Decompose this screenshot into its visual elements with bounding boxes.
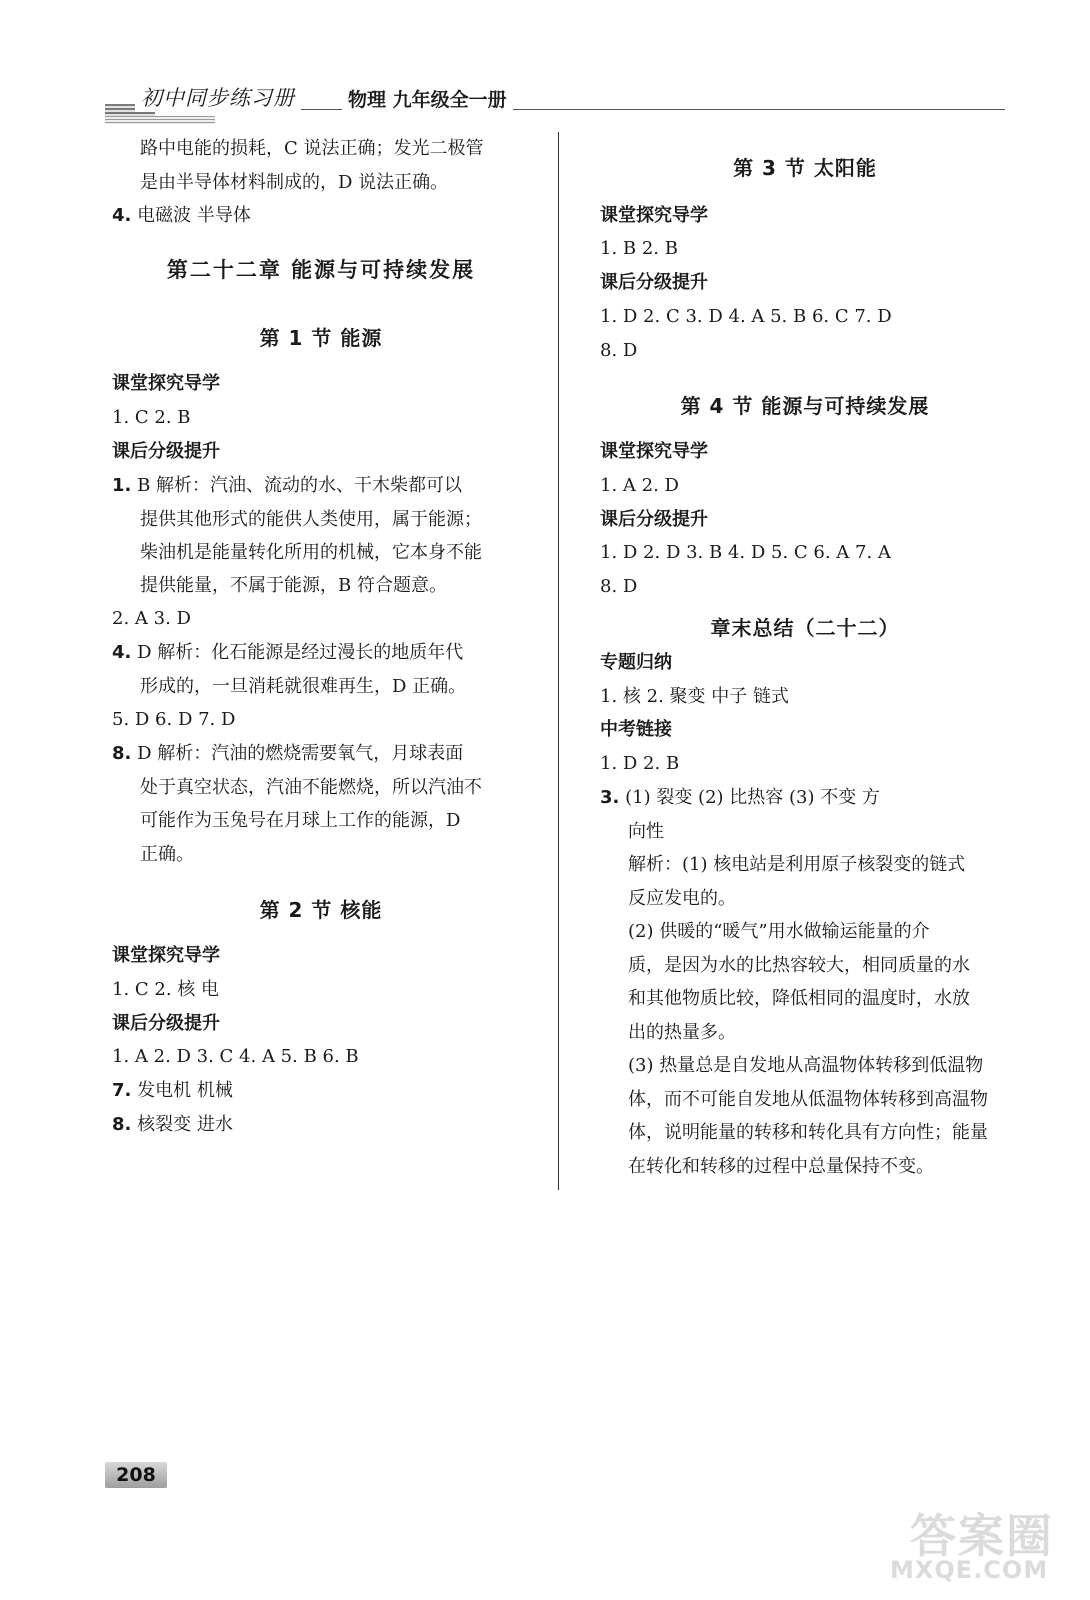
answer-line: 8. D — [600, 576, 638, 597]
answer-line: 1. D 2. C 3. D 4. A 5. B 6. C 7. D — [600, 306, 892, 327]
answer-number: 7. — [112, 1080, 132, 1101]
answer-number: 8. — [112, 743, 132, 764]
answer-item-4 — [112, 204, 251, 228]
answer-text-line: 提供能量，不属于能源，B 符合题意。 — [140, 575, 447, 596]
continued-text-line: 是由半导体材料制成的，D 说法正确。 — [140, 172, 449, 193]
answer-text: 电磁波 半导体 — [137, 205, 251, 226]
answer-text-line: 向性 — [628, 821, 664, 842]
header-stripe-decoration-lower — [105, 116, 215, 124]
answer-text-line: 体，说明能量的转移和转化具有方向性；能量 — [628, 1122, 988, 1143]
subsection-label: 专题归纳 — [600, 652, 672, 673]
answer-text: D 解析：汽油的燃烧需要氧气，月球表面 — [137, 743, 464, 764]
subsection-label: 中考链接 — [600, 719, 672, 740]
answer-number: 1. — [112, 475, 132, 496]
answer-item-8 — [112, 742, 463, 766]
answer-line: 8. D — [600, 340, 638, 361]
answer-text-line: 处于真空状态，汽油不能燃烧，所以汽油不 — [140, 777, 482, 798]
section-title-1: 第 1 节 能源 — [259, 326, 383, 350]
answer-item-3 — [600, 786, 880, 810]
answer-text-line: 在转化和转移的过程中总量保持不变。 — [628, 1156, 934, 1177]
answer-line: 1. B 2. B — [600, 238, 678, 259]
section-title-3: 第 3 节 太阳能 — [733, 156, 877, 180]
answer-text-line: 出的热量多。 — [628, 1022, 736, 1043]
answer-item-1 — [112, 474, 462, 498]
section-title-4: 第 4 节 能源与可持续发展 — [680, 394, 930, 418]
answer-text: 核裂变 进水 — [137, 1114, 233, 1135]
answer-text-line: 柴油机是能量转化所用的机械，它本身不能 — [140, 542, 482, 563]
subsection-label: 课后分级提升 — [112, 1013, 220, 1034]
subsection-label: 课后分级提升 — [600, 509, 708, 530]
chapter-summary-title: 章末总结（二十二） — [710, 616, 900, 640]
answer-text-line: 形成的，一旦消耗就很难再生，D 正确。 — [140, 676, 467, 697]
answer-text: 发电机 机械 — [137, 1080, 233, 1101]
answer-text-line: 和其他物质比较，降低相同的温度时，水放 — [628, 988, 970, 1009]
answer-text-line: 解析：(1) 核电站是利用原子核裂变的链式 — [628, 854, 966, 875]
answer-line: 1. D 2. B — [600, 753, 680, 774]
answer-text: D 解析：化石能源是经过漫长的地质年代 — [137, 642, 464, 663]
answer-line: 1. C 2. 核 电 — [112, 979, 220, 1000]
answer-text-line: 提供其他形式的能供人类使用，属于能源； — [140, 509, 482, 530]
subsection-label: 课堂探究导学 — [600, 441, 708, 462]
page-number: 208 — [105, 1462, 167, 1488]
column-divider — [558, 132, 559, 1190]
continued-text-line: 路中电能的损耗，C 说法正确；发光二极管 — [140, 138, 484, 159]
page-header — [105, 82, 1005, 132]
answer-text-line: 反应发电的。 — [628, 888, 736, 909]
subsection-label: 课后分级提升 — [600, 272, 708, 293]
book-title: 初中同步练习册 — [135, 82, 301, 112]
answer-line: 1. A 2. D 3. C 4. A 5. B 6. B — [112, 1046, 359, 1067]
section-title-2: 第 2 节 核能 — [259, 898, 383, 922]
watermark-url: MXQE.COM — [890, 1556, 1049, 1584]
answer-item-8 — [112, 1113, 233, 1137]
subsection-label: 课后分级提升 — [112, 441, 220, 462]
answer-text-line: 体，而不可能自发地从低温物体转移到高温物 — [628, 1089, 988, 1110]
answer-text-line: 可能作为玉兔号在月球上工作的能源，D — [140, 810, 461, 831]
answer-text-line: (3) 热量总是自发地从高温物体转移到低温物 — [628, 1055, 984, 1076]
answer-text-line: 质，是因为水的比热容较大，相同质量的水 — [628, 955, 970, 976]
subsection-label: 课堂探究导学 — [112, 945, 220, 966]
answer-number: 3. — [600, 787, 620, 808]
answer-item-7 — [112, 1079, 233, 1103]
subsection-label: 课堂探究导学 — [600, 205, 708, 226]
answer-text-line: 正确。 — [140, 844, 194, 865]
answer-line: 5. D 6. D 7. D — [112, 709, 236, 730]
answer-number: 4. — [112, 205, 132, 226]
watermark-logo — [880, 1500, 1060, 1592]
answer-line: 1. A 2. D — [600, 475, 679, 496]
answer-text: B 解析：汽油、流动的水、干木柴都可以 — [137, 475, 463, 496]
answer-number: 8. — [112, 1114, 132, 1135]
chapter-title: 第二十二章 能源与可持续发展 — [166, 258, 476, 282]
answer-number: 4. — [112, 642, 132, 663]
answer-text: (1) 裂变 (2) 比热容 (3) 不变 方 — [625, 787, 880, 808]
answer-line: 2. A 3. D — [112, 608, 191, 629]
subsection-label: 课堂探究导学 — [112, 373, 220, 394]
answer-line: 1. 核 2. 聚变 中子 链式 — [600, 686, 789, 707]
answer-line: 1. C 2. B — [112, 407, 191, 428]
watermark-text: 答案圈 — [910, 1509, 1054, 1563]
answer-line: 1. D 2. D 3. B 4. D 5. C 6. A 7. A — [600, 542, 891, 563]
answer-text-line: (2) 供暖的“暖气”用水做输运能量的介 — [628, 921, 930, 942]
answer-item-4 — [112, 641, 463, 665]
book-subject: 物理 九年级全一册 — [342, 85, 513, 112]
